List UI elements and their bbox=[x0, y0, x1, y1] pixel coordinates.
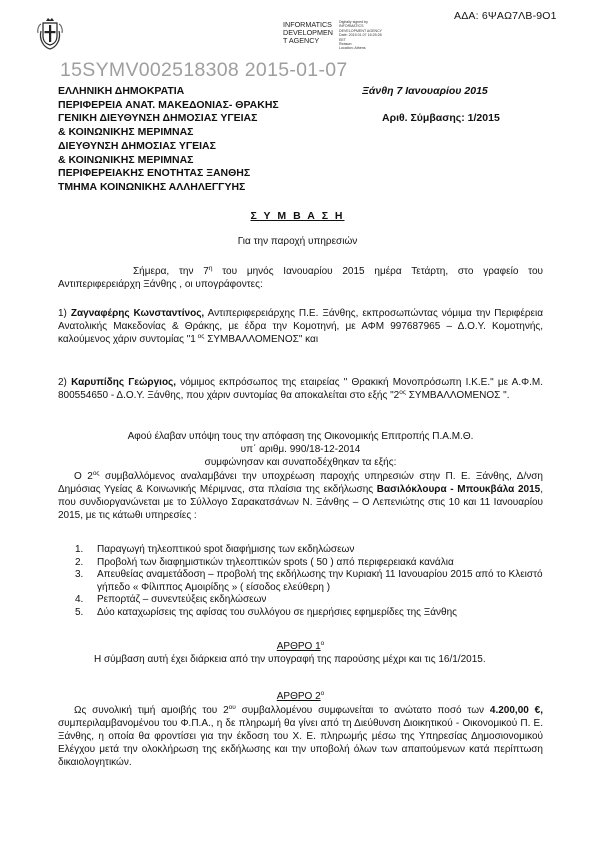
contract-number: Αριθ. Σύμβασης: 1/2015 bbox=[382, 112, 500, 124]
signature-detail-line: Digitally signed by bbox=[339, 20, 368, 24]
article-2-text: συμπεριλαμβανομένου του Φ.Π.Α., η δε πληρωμή θα γίνει από τη Διεύθυνση Διοικητικού - Οικονομικού Π. Ε. Ξάνθης, η οποία θα φροντίσει για την έκδοση του Χ. Ε. πληρωμής μέσω της Υπηρεσίας Δημοσιονομικού Ελέγχου μετά την ολοκλήρωση της εκδήλωσης και την υποβολή όλων των απαιτούμενων κατά περίπτωση δικαιολογητικών. bbox=[58, 718, 543, 768]
service-number: 1. bbox=[75, 544, 84, 555]
signature-detail-line: DEVELOPMENT AGENCY bbox=[339, 28, 383, 33]
service-text: Ρεπορτάζ – συνεντεύξεις εκδηλώσεων bbox=[97, 594, 267, 606]
signature-detail-line: Reason: bbox=[339, 42, 353, 47]
signature-agency-line: INFORMATICS bbox=[283, 20, 332, 29]
intro-paragraph bbox=[58, 265, 543, 291]
party-1-number: 1) bbox=[58, 308, 71, 319]
header-line: ΕΛΛΗΝΙΚΗ ΔΗΜΟΚΡΑΤΙΑ bbox=[58, 85, 185, 97]
service-item bbox=[75, 594, 545, 607]
digital-signature-details bbox=[339, 20, 389, 51]
article-1-text: Η σύμβαση αυτή έχει διάρκεια από την υπογραφή της παρούσης μέχρι και τις 16/1/2015. bbox=[94, 654, 486, 665]
event-name: Βασιλόκλουρα - Μπουκβάλα 2015 bbox=[376, 484, 541, 495]
digital-signature-agency bbox=[283, 21, 341, 45]
signature-detail-line: Date: 2015.01.07 16:25:28 bbox=[339, 33, 382, 38]
article-2-superscript: ο bbox=[320, 690, 325, 697]
services-list bbox=[75, 544, 545, 620]
service-item bbox=[75, 557, 545, 570]
contract-amount: 4.200,00 €, bbox=[489, 705, 543, 716]
intro-text: του μηνός Ιανουαρίου 2015 ημέρα Τετάρτη, στο γραφείο του Αντιπεριφερειάρχη Ξάνθης , οι υπογράφοντες: bbox=[58, 266, 543, 290]
signature-detail-line: EET bbox=[339, 37, 346, 42]
ada-code: ΑΔΑ: 6ΨΑΩ7ΛΒ-9Ο1 bbox=[454, 10, 557, 22]
article-2-heading: ΑΡΘΡΟ 2 bbox=[276, 691, 321, 702]
service-number: 5. bbox=[75, 606, 84, 618]
article-2-text: Ως συνολική τιμή αμοιβής του 2 bbox=[74, 705, 229, 716]
article-2-superscript-ou: ου bbox=[228, 704, 236, 711]
document-date: Ξάνθη 7 Ιανουαρίου 2015 bbox=[362, 85, 488, 97]
service-item bbox=[75, 607, 545, 620]
header-line: ΤΜΗΜΑ ΚΟΙΝΩΝΙΚΗΣ ΑΛΛΗΛΕΓΓΥΗΣ bbox=[58, 180, 246, 193]
header-line: & ΚΟΙΝΩΝΙΚΗΣ ΜΕΡΙΜΝΑΣ bbox=[58, 153, 194, 166]
signature-detail-line: INFORMATICS bbox=[339, 24, 364, 29]
article-2-title bbox=[58, 690, 543, 703]
service-number: 4. bbox=[75, 594, 84, 606]
signature-agency-line: T AGENCY bbox=[283, 36, 320, 45]
agreement-text: , που συνδιοργανώνεται με το Σύλλογο Σαρακατσάνων Ν. Ξάνθης – Ο Λεπενιώτης στις 10 και 11 Ιανουαρίου 2015, με τις κάτωθι υπηρεσίες : bbox=[58, 484, 543, 521]
article-1-superscript: ο bbox=[320, 640, 325, 647]
signature-detail-line: Location: Athens bbox=[339, 46, 366, 51]
header-line: & ΚΟΙΝΩΝΙΚΗΣ ΜΕΡΙΜΝΑΣ bbox=[58, 126, 194, 139]
issuing-authority-header bbox=[58, 85, 279, 195]
party-2-text: νόμιμος εκπρόσωπος της εταιρείας " Θρακική Μονοπρόσωπη Ι.Κ.Ε." με Α.Φ.Μ. 800554650 - Δ.Ο.Υ. Ξάνθης, που χάριν συντομίας θα αποκαλείται στο εξής "2 bbox=[58, 377, 543, 401]
agreement-text: συμβαλλόμενος αναλαμβάνει την υποχρέωση παροχής υπηρεσιών στην Π. Ε. Ξάνθης, Δ/νση Δημόσιας Υγείας & Κοινωνικής Μέριμνας, στα πλαίσια της εκδήλωσης bbox=[58, 471, 543, 495]
decision-line: συμφώνησαν και συναποδέχθηκαν τα εξής: bbox=[204, 457, 397, 468]
service-text: Παραγωγή τηλεοπτικού spot διαφήμισης των εκδηλώσεων bbox=[97, 544, 355, 555]
party-1-superscript: ος bbox=[195, 333, 205, 340]
party-1-text: ΣΥΜΒΑΛΛΟΜΕΝΟΣ" και bbox=[204, 334, 319, 345]
article-2-paragraph bbox=[58, 704, 543, 769]
service-text: Δύο καταχωρίσεις της αφίσας του συλλόγου σε ημερήσιες εφημερίδες της Ξάνθης bbox=[97, 606, 457, 618]
article-1-title bbox=[58, 640, 543, 653]
party-1-name: Ζαγναφέρης Κωνσταντίνος, bbox=[70, 308, 205, 319]
article-1-heading: ΑΡΘΡΟ 1 bbox=[276, 641, 321, 652]
party-1-text: Αντιπεριφερειάρχης Π.Ε. Ξάνθης, εκπροσωπώντας νόμιμα την Περιφέρεια Ανατολικής Μακεδονίας & Θράκης, με έδρα την Κομοτηνή, με ΑΦΜ 997687965 – Δ.Ο.Υ. Κομοτηνής, καλούμενος χάριν συντομίας "1 bbox=[58, 308, 543, 345]
decision-reference bbox=[58, 430, 543, 469]
service-number: 3. bbox=[75, 569, 84, 581]
signature-agency-line: DEVELOPMEN bbox=[283, 28, 333, 37]
party-2-number: 2) bbox=[58, 377, 72, 388]
decision-line: Αφού έλαβαν υπόψη τους την απόφαση της Οικονομικής Επιτροπής Π.Α.Μ.Θ. bbox=[127, 431, 474, 442]
header-line: ΠΕΡΙΦΕΡΕΙΑΚΗΣ ΕΝΟΤΗΤΑΣ ΞΑΝΘΗΣ bbox=[58, 167, 251, 180]
document-subtitle: Για την παροχή υπηρεσιών bbox=[237, 236, 358, 247]
service-number: 2. bbox=[75, 556, 84, 568]
agreement-paragraph bbox=[58, 470, 543, 522]
service-text: Προβολή των διαφημιστικών τηλεοπτικών spots ( 50 ) από περιφερειακά κανάλια bbox=[97, 556, 454, 568]
document-title: Σ Υ Μ Β Α Σ Η bbox=[250, 210, 345, 222]
party-2-superscript: ος bbox=[399, 389, 406, 396]
header-line: ΓΕΝΙΚΗ ΔΙΕΥΘΥΝΣΗ ΔΗΜΟΣΙΑΣ ΥΓΕΙΑΣ bbox=[58, 112, 258, 125]
agreement-text: Ο 2 bbox=[74, 471, 93, 482]
party-2-name: Καρυπίδης Γεώργιος, bbox=[71, 377, 177, 388]
registration-watermark: 15SYMV002518308 2015-01-07 bbox=[60, 59, 348, 81]
intro-superscript: η bbox=[208, 265, 213, 272]
article-2-text: συμβαλλομένου συμφωνείται το ανώτατο ποσό των bbox=[235, 705, 490, 716]
party-1-paragraph bbox=[58, 307, 543, 346]
greek-emblem-icon bbox=[35, 17, 65, 51]
service-text: Απευθείας αναμετάδοση – προβολή της εκδήλωσης την Κυριακή 11 Ιανουαρίου 2015 από το Κλειστό γήπεδο « Φίλιππος Αμοιρίδης » ( είσοδος ελεύθερη ) bbox=[97, 569, 543, 593]
service-item bbox=[75, 544, 545, 557]
intro-text: Σήμερα, την 7 bbox=[133, 266, 209, 277]
service-item bbox=[75, 569, 545, 594]
agreement-superscript: ος bbox=[92, 470, 100, 477]
party-2-paragraph bbox=[58, 376, 543, 402]
header-line: ΔΙΕΥΘΥΝΣΗ ΔΗΜΟΣΙΑΣ ΥΓΕΙΑΣ bbox=[58, 139, 216, 152]
header-line: ΠΕΡΙΦΕΡΕΙΑ ΑΝΑΤ. ΜΑΚΕΔΟΝΙΑΣ- ΘΡΑΚΗΣ bbox=[58, 98, 279, 111]
party-2-text: ΣΥΜΒΑΛΛΟΜΕΝΟΣ ". bbox=[405, 390, 510, 401]
decision-line: υπ΄ αριθμ. 990/18-12-2014 bbox=[240, 444, 361, 455]
